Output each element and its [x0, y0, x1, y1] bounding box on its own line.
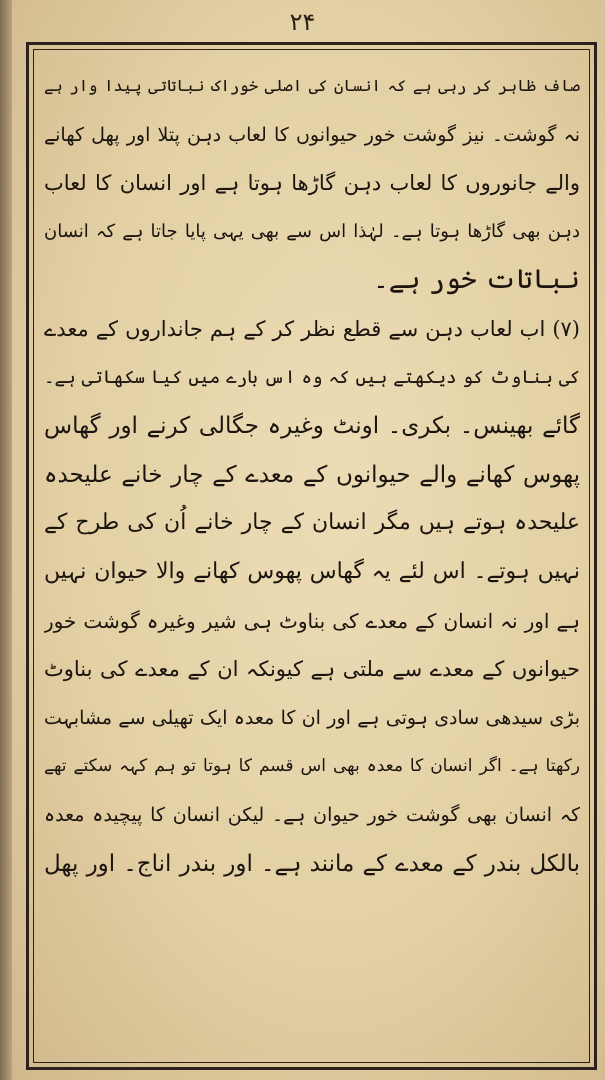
text-line: والے جانوروں کا لعاب دہن گاڑھا ہوتا ہے اور انسان کا لعاب: [44, 171, 580, 196]
text-line: علیحدہ ہوتے ہیں مگر انسان کے چار خانے اُن کی طرح کے: [44, 510, 580, 536]
page-number: ۲۴: [289, 8, 316, 36]
text-line: دہن بھی گاڑھا ہوتا ہے۔ لہٰذا اس سے بھی یہی پایا جاتا ہے کہ انسان: [44, 220, 580, 242]
text-line: (۷) اب لعاب دہن سے قطع نظر کر کے ہم جانداروں کے معدے: [44, 316, 580, 341]
text-line: کہ انسان بھی گوشت خور حیوان ہے۔ لیکن انسان کا پیچیدہ معدہ: [44, 803, 580, 826]
text-line: صاف ظاہر کر رہی ہے کہ انسان کی اصلی خوراک نباتاتی پیدا وار ہے: [44, 76, 580, 95]
text-line: گائے بھینس۔ بکری۔ اونٹ وغیرہ جگالی کرنے اور گھاس: [44, 413, 580, 440]
text-line: نہیں ہوتے۔ اس لئے یہ گھاس پھوس کھانے والا حیوان نہیں: [44, 558, 580, 584]
text-line: پھوس کھانے والے حیوانوں کے معدے کے چار خانے علیحدہ: [44, 461, 580, 488]
text-line: ہے اور نہ انسان کے معدے کی بناوٹ ہی شیر وغیرہ گوشت خور: [44, 608, 580, 633]
text-line: حیوانوں کے معدے سے ملتی ہے کیونکہ ان کے معدے کی بناوٹ: [44, 657, 580, 682]
text-line: بڑی سیدھی سادی ہوتی ہے اور ان کا معدہ ایک تھیلی سے مشابہت: [44, 706, 580, 729]
urdu-text-block: [44, 62, 580, 888]
page-edge-shadow: [0, 0, 12, 1080]
text-line: بالکل بندر کے معدے کے مانند ہے۔ اور بندر اناج۔ اور پھل: [44, 850, 580, 877]
text-line: کی بناوٹ کو دیکھتے ہیں کہ وہ اس بارے میں کیا سکھاتی ہے۔: [44, 366, 580, 388]
text-line: رکھتا ہے۔ اگر انسان کا معدہ بھی اس قسم کا ہوتا تو ہم کہہ سکتے تھے: [44, 756, 580, 777]
text-line: نباتات خور ہے۔: [372, 264, 580, 296]
text-line: نہ گوشت۔ نیز گوشت خور حیوانوں کا لعاب دہن پتلا اور پھل کھانے: [44, 123, 580, 146]
